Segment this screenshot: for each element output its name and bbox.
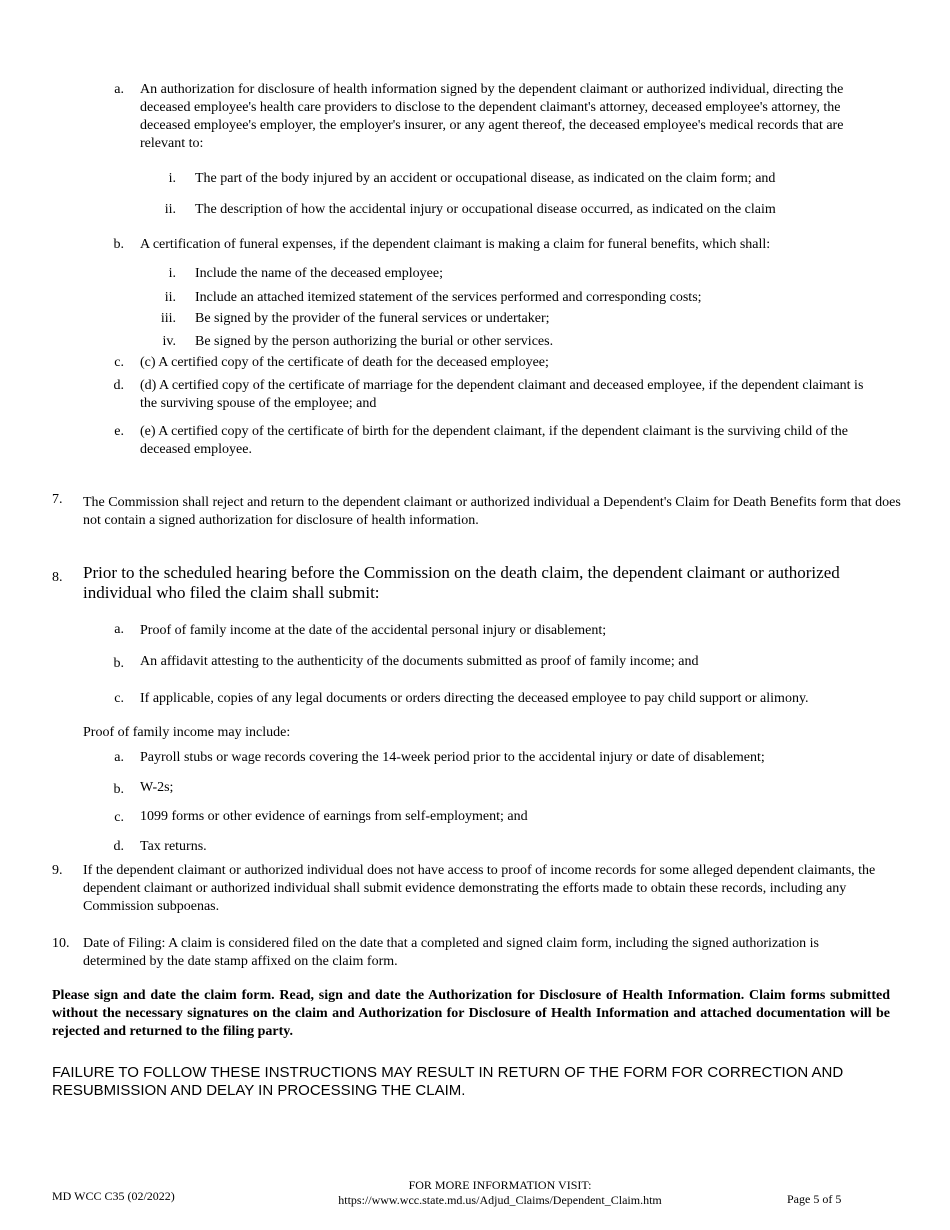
item-10-text: Date of Filing: A claim is considered filed on the date that a completed and signed claim form, including the signed authorization is determined by the date stamp affixed on the claim form. xyxy=(83,936,819,969)
item-8-sub-a-text: Proof of family income at the date of the accidental personal injury or disablement; xyxy=(140,623,607,638)
section-a-text: An authorization for disclosure of health information signed by the dependent claimant or authorized individual, directing the deceased employee's health care providers to disclose to the dependent claimant's attorney, deceased employee's attorney, the deceased employee's employer, the employer's insurer, or any agent thereof, the deceased employee's medical records that are relevant to: xyxy=(140,82,844,151)
section-c-label: c. xyxy=(114,355,124,370)
section-a-item-1-label: i. xyxy=(168,171,176,186)
section-b-item-2-text: Include an attached itemized statement of the services performed and corresponding costs; xyxy=(195,290,702,305)
item-8-sub-c-text: If applicable, copies of any legal documents or orders directing the deceased employee to pay child support or alimony. xyxy=(140,691,809,706)
section-b-item-3-label: iii. xyxy=(160,311,176,326)
proof-item-c-label: c. xyxy=(114,810,124,825)
more-info-url[interactable]: https://www.wcc.state.md.us/Adjud_Claims/Dependent_Claim.htm xyxy=(338,1193,662,1207)
item-8-number: 8. xyxy=(52,570,63,585)
item-8-text: Prior to the scheduled hearing before the Commission on the death claim, the dependent claimant or authorized individual who filed the claim shall submit: xyxy=(83,563,840,602)
more-info-label: FOR MORE INFORMATION VISIT: xyxy=(408,1178,592,1192)
section-b-label: b. xyxy=(113,237,124,252)
proof-item-a-label: a. xyxy=(114,750,124,765)
proof-item-b-text: W-2s; xyxy=(140,780,174,795)
section-b-item-4-text: Be signed by the person authorizing the burial or other services. xyxy=(195,334,554,349)
section-e-text: (e) A certified copy of the certificate of birth for the dependent claimant, if the dependent claimant is the surviving child of the deceased employee. xyxy=(140,424,848,457)
item-9-text: If the dependent claimant or authorized individual does not have access to proof of income records for some alleged dependent claimants, the dependent claimant or authorized individual shall submit evidence demonstrating the efforts made to obtain these records, including any Commission subpoenas. xyxy=(83,863,876,914)
section-b-item-1-text: Include the name of the deceased employee; xyxy=(195,266,443,281)
section-b-item-1-label: i. xyxy=(168,266,176,281)
item-10-number: 10. xyxy=(52,936,70,951)
proof-item-d-text: Tax returns. xyxy=(140,839,207,854)
proof-item-d-label: d. xyxy=(113,839,124,854)
item-8-sub-a-label: a. xyxy=(114,622,124,637)
proof-item-b-label: b. xyxy=(113,782,124,797)
section-b-text: A certification of funeral expenses, if the dependent claimant is making a claim for funeral benefits, which shall: xyxy=(140,237,771,252)
section-a-item-2-text: The description of how the accidental injury or occupational disease occurred, as indicated on the claim xyxy=(195,202,776,217)
page-number: Page 5 of 5 xyxy=(787,1192,842,1206)
section-c-text: (c) A certified copy of the certificate of death for the deceased employee; xyxy=(140,355,549,370)
form-id: MD WCC C35 (02/2022) xyxy=(52,1189,175,1203)
item-7-text: The Commission shall reject and return to the dependent claimant or authorized individual a Dependent's Claim for Death Benefits form that does not contain a signed authorization for disclosure of health information. xyxy=(83,495,901,528)
item-8-sub-b-label: b. xyxy=(113,656,124,671)
sign-notice: Please sign and date the claim form. Read, sign and date the Authorization for Disclosure of Health Information. Claim forms submitted without the necessary signatures on the claim and Authorization for Disclosure of Health Information and attached documentation will be rejected and returned to the filing party. xyxy=(52,988,890,1039)
section-b-item-2-label: ii. xyxy=(164,290,176,305)
section-a-item-2-label: ii. xyxy=(164,202,176,217)
item-7-number: 7. xyxy=(52,492,63,507)
item-8-sub-c-label: c. xyxy=(114,691,124,706)
proof-item-a-text: Payroll stubs or wage records covering the 14-week period prior to the accidental injury or date of disablement; xyxy=(140,750,765,765)
failure-notice: FAILURE TO FOLLOW THESE INSTRUCTIONS MAY RESULT IN RETURN OF THE FORM FOR CORRECTION AND RESUBMISSION AND DELAY IN PROCESSING THE CLAIM. xyxy=(52,1064,844,1099)
section-d-text: (d) A certified copy of the certificate of marriage for the dependent claimant and deceased employee, if the dependent claimant is the surviving spouse of the employee; and xyxy=(140,378,864,411)
section-a-item-1-text: The part of the body injured by an accident or occupational disease, as indicated on the claim form; and xyxy=(195,171,776,186)
section-d-label: d. xyxy=(113,378,124,393)
section-e-label: e. xyxy=(114,424,124,439)
proof-heading: Proof of family income may include: xyxy=(83,725,291,740)
item-8-sub-b-text: An affidavit attesting to the authenticity of the documents submitted as proof of family income; and xyxy=(140,654,699,669)
proof-item-c-text: 1099 forms or other evidence of earnings from self-employment; and xyxy=(140,809,528,824)
section-b-item-4-label: iv. xyxy=(162,334,176,349)
item-9-number: 9. xyxy=(52,863,63,878)
section-b-item-3-text: Be signed by the provider of the funeral services or undertaker; xyxy=(195,311,550,326)
section-a-label: a. xyxy=(114,82,124,97)
